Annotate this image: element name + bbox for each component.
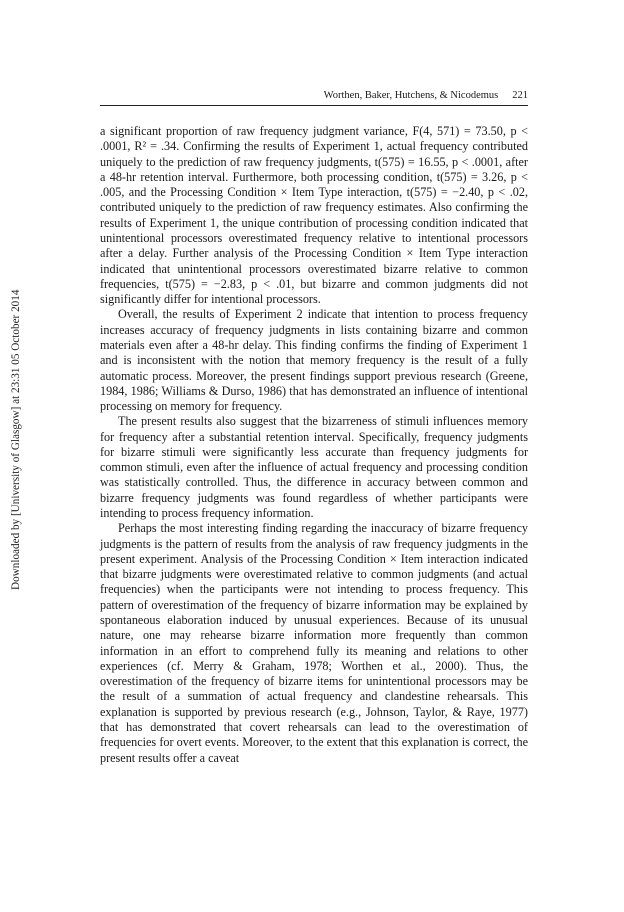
paragraph: Overall, the results of Experiment 2 indicate that intention to process frequency increases accuracy of frequency judgments in lists containing bizarre and common materials even after a 48-hr delay. This finding confirms the finding of Experiment 1 and is inconsistent with the notion that memory frequency is the result of a fully automatic process. Moreover, the present findings support previous research (Greene, 1984, 1986; Williams & Durso, 1986) that has demonstrated an influence of intentional processing on memory for frequency. bbox=[100, 307, 528, 414]
paragraph: Perhaps the most interesting finding regarding the inaccuracy of bizarre frequency judgments is the pattern of results from the analysis of raw frequency judgments in the present experiment. Analysis of the Processing Condition × Item interaction indicated that bizarre judgments were overestimated relative to common judgments (and actual frequencies) when the participants were not intending to process frequency. This pattern of overestimation of the frequency of bizarre information may be explained by spontaneous elaboration induced by unusual experiences. Because of its unusual nature, one may rehearse bizarre information more frequently than common information in an effort to comprehend fully its meaning and relations to other experiences (cf. Merry & Graham, 1978; Worthen et al., 2000). Thus, the overestimation of the frequency of bizarre items for unintentional processors may be the result of a summation of actual frequency and clandestine rehearsals. This explanation is supported by previous research (e.g., Johnson, Taylor, & Raye, 1977) that has demonstrated that covert rehearsals can lead to the overestimation of frequencies for overt events. Moreover, to the extent that this explanation is correct, the present results offer a caveat bbox=[100, 521, 528, 765]
paragraph: a significant proportion of raw frequency judgment variance, F(4, 571) = 73.50, p < .0001, R² = .34. Confirming the results of Experiment 1, actual frequency contributed uniquely to the prediction of raw frequency judgments, t(575) = 16.55, p < .0001, after a 48-hr retention interval. Furthermore, both processing condition, t(575) = 3.26, p < .005, and the Processing Condition × Item Type interaction, t(575) = −2.40, p < .02, contributed uniquely to the prediction of raw frequency estimates. Also confirming the results of Experiment 1, the unique contribution of processing condition indicated that unintentional processors overestimated frequency relative to intentional processors after a delay. Further analysis of the Processing Condition × Item Type interaction indicated that unintentional processors overestimated bizarre relative to common frequencies, t(575) = −2.83, p < .01, but bizarre and common judgments did not significantly differ for intentional processors. bbox=[100, 124, 528, 307]
article-body bbox=[100, 124, 528, 766]
running-header bbox=[100, 89, 528, 106]
download-watermark: Downloaded by [University of Glasgow] at 23:31 05 October 2014 bbox=[10, 289, 22, 590]
page-number: 221 bbox=[512, 90, 528, 101]
paragraph: The present results also suggest that the bizarreness of stimuli influences memory for frequency after a substantial retention interval. Specifically, frequency judgments for bizarre stimuli were significantly less accurate than frequency judgments for common stimuli, even after the influence of actual frequency and processing condition was statistically controlled. Thus, the difference in accuracy between common and bizarre frequency judgments was found regardless of whether participants were intending to process frequency information. bbox=[100, 414, 528, 521]
running-head-authors: Worthen, Baker, Hutchens, & Nicodemus bbox=[323, 90, 499, 101]
